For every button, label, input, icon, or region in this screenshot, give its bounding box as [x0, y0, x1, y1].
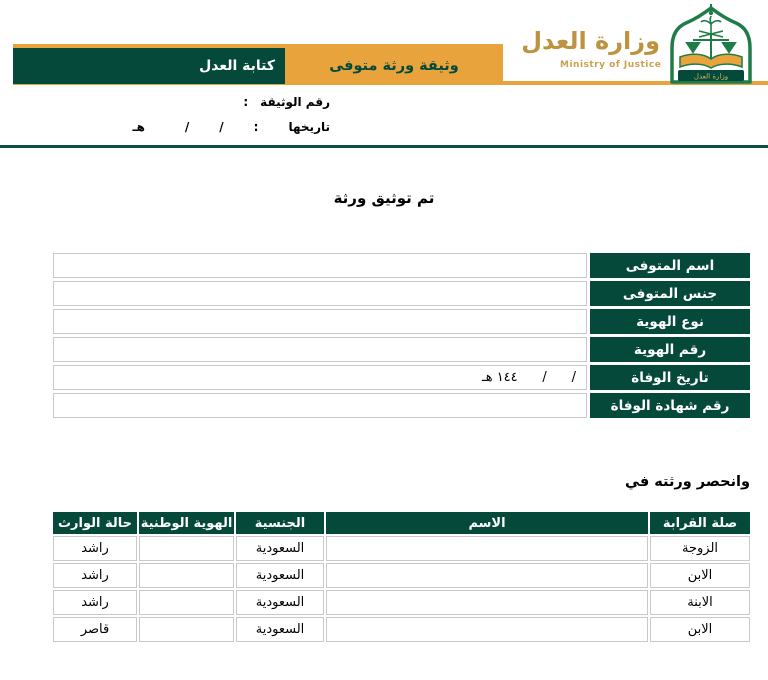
heir-name: [326, 590, 648, 615]
heir-relation: الزوجة: [650, 536, 750, 561]
heir-nationality: السعودية: [236, 617, 324, 642]
document-number-colon: :: [243, 95, 249, 109]
heirs-table-header: [53, 512, 750, 534]
page-title: تم توثيق ورثة: [333, 189, 435, 207]
ministry-emblem-icon: [658, 4, 764, 88]
heir-national-id: [139, 563, 234, 588]
emblem-band-text: وزارة العدل: [693, 72, 729, 81]
column-header-nationality: الجنسية: [236, 512, 324, 534]
document-type-label: وثيقة ورثة متوفى: [329, 58, 459, 74]
field-value-death-certificate-number: [53, 393, 587, 418]
document-type-bar: [285, 48, 503, 84]
document-meta: [132, 92, 330, 137]
document-date-row: [132, 117, 330, 137]
heir-status: قاصر: [53, 617, 137, 642]
field-label-death-date: تاريخ الوفاة: [590, 365, 750, 390]
table-row: [53, 281, 750, 306]
heir-nationality: السعودية: [236, 590, 324, 615]
notary-office-label: كتابة العدل: [199, 58, 275, 74]
column-header-relation: صلة القرابة: [650, 512, 750, 534]
ministry-english-title: Ministry of Justice: [560, 60, 662, 70]
table-row: [53, 253, 750, 278]
heir-relation: الابن: [650, 617, 750, 642]
field-label-deceased-gender: جنس المتوفى: [590, 281, 750, 306]
heir-status: راشد: [53, 590, 137, 615]
notary-office-bar: [13, 48, 285, 84]
heir-row: [53, 590, 750, 615]
heir-national-id: [139, 590, 234, 615]
heirs-section-heading: وانحصر ورثته في: [625, 474, 750, 490]
column-header-national-id: الهوية الوطنية: [139, 512, 234, 534]
date-day-slash: /: [219, 120, 224, 134]
field-value-deceased-gender: [53, 281, 587, 306]
field-label-id-number: رقم الهوية: [590, 337, 750, 362]
field-label-death-certificate-number: رقم شهادة الوفاة: [590, 393, 750, 418]
heir-relation: الابنة: [650, 590, 750, 615]
heir-name: [326, 617, 648, 642]
document-number-label: رقم الوثيقة: [260, 95, 330, 109]
field-value-id-number: [53, 337, 587, 362]
header-separator-line: [0, 145, 768, 148]
heir-name: [326, 536, 648, 561]
heir-name: [326, 563, 648, 588]
document-number-row: [132, 92, 330, 112]
field-value-deceased-name: [53, 253, 587, 278]
heir-national-id: [139, 536, 234, 561]
deceased-info-table: [53, 253, 750, 421]
date-month-slash: /: [184, 120, 190, 134]
document-date-label: تاريخها: [288, 120, 330, 134]
heir-status: راشد: [53, 536, 137, 561]
heir-nationality: السعودية: [236, 563, 324, 588]
heirs-table: [53, 512, 750, 644]
column-header-heir-status: حالة الوارث: [53, 512, 137, 534]
heir-row: [53, 563, 750, 588]
heir-nationality: السعودية: [236, 536, 324, 561]
heir-national-id: [139, 617, 234, 642]
table-row: [53, 309, 750, 334]
heir-row: [53, 536, 750, 561]
field-value-death-date: / / ١٤٤ هـ: [53, 365, 587, 390]
ministry-arabic-title: وزارة العدل: [521, 27, 660, 55]
field-label-deceased-name: اسم المتوفى: [590, 253, 750, 278]
heir-row: [53, 617, 750, 642]
table-row: [53, 337, 750, 362]
heir-status: راشد: [53, 563, 137, 588]
column-header-name: الاسم: [326, 512, 648, 534]
document-date-colon: :: [253, 120, 259, 134]
heir-relation: الابن: [650, 563, 750, 588]
field-value-id-type: [53, 309, 587, 334]
table-row: [53, 365, 750, 390]
hijri-suffix: هـ: [132, 120, 145, 134]
field-label-id-type: نوع الهوية: [590, 309, 750, 334]
ministry-logo-text: [521, 26, 662, 70]
table-row: [53, 393, 750, 418]
